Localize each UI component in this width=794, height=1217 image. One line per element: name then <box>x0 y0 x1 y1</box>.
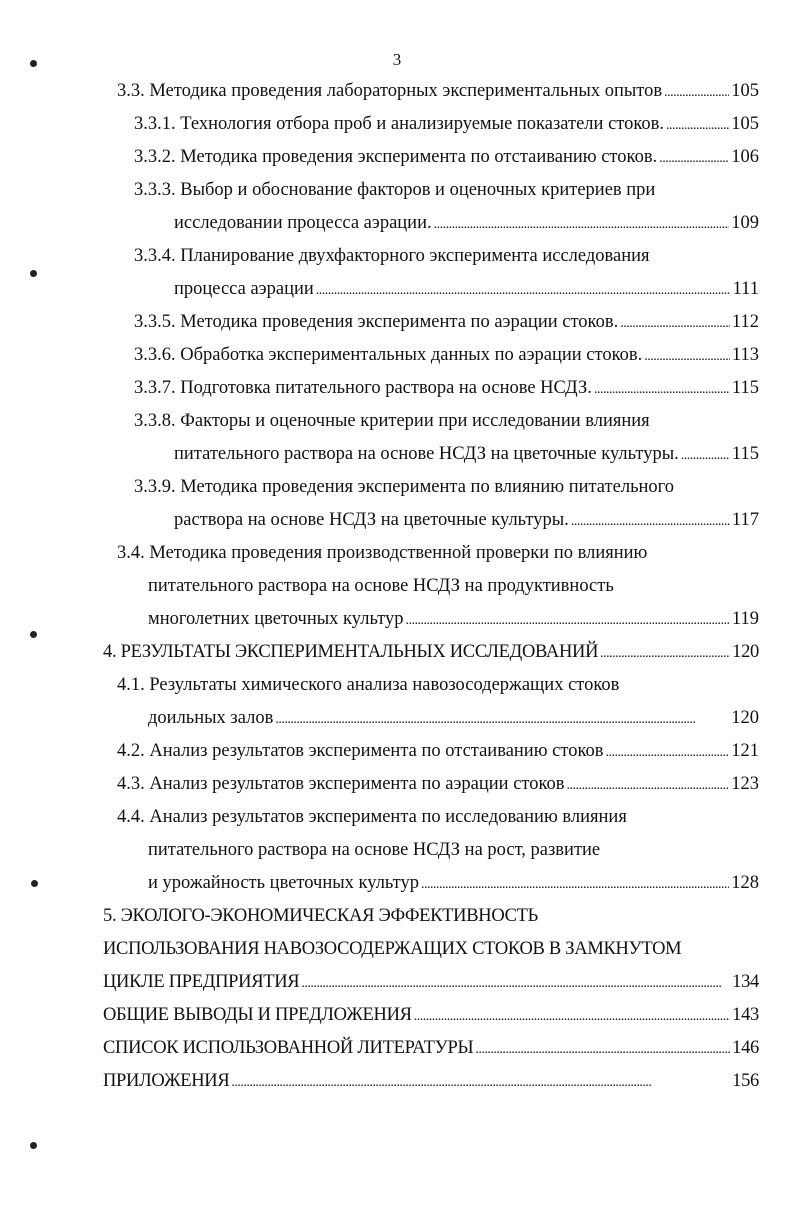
toc-entry <box>134 243 650 269</box>
toc-entry-label: 4.1. Результаты химического анализа навозосодержащих стоков <box>117 675 620 695</box>
dot-leader <box>594 375 730 403</box>
page-number: 3 <box>392 50 402 69</box>
toc-entry-page: 105 <box>731 81 759 101</box>
toc-entry-continuation <box>148 606 759 634</box>
dot-leader <box>666 111 729 139</box>
toc-entry <box>134 177 655 203</box>
toc-entry-continuation <box>174 507 759 535</box>
toc-entry-label: процесса аэрации <box>174 279 314 299</box>
toc-entry <box>117 672 619 698</box>
dot-leader <box>316 276 731 304</box>
toc-entry-label: доильных залов <box>148 708 274 728</box>
toc-entry-page: 143 <box>732 1005 759 1025</box>
toc-entry-continuation <box>148 573 614 599</box>
toc-entry-label: 3.3.7. Подготовка питательного раствора на основе НСДЗ. <box>134 378 592 398</box>
dot-leader <box>571 507 730 535</box>
dot-leader <box>434 210 730 238</box>
dot-leader <box>606 738 730 766</box>
toc-entry <box>134 474 674 500</box>
toc-entry <box>117 804 627 830</box>
toc-entry <box>117 738 759 766</box>
toc-entry-continuation <box>174 276 759 304</box>
dot-leader <box>406 606 730 634</box>
toc-entry-page: 128 <box>731 873 759 893</box>
toc-entry-label: 3.3.3. Выбор и обоснование факторов и оценочных критериев при <box>134 180 656 200</box>
toc-entry <box>134 342 759 370</box>
toc-entry-label: питательного раствора на основе НСДЗ на цветочные культуры. <box>174 444 679 464</box>
toc-entry-page: 113 <box>731 345 759 365</box>
toc-entry-page: 121 <box>731 741 759 761</box>
toc-entry-label: 3.3.2. Методика проведения эксперимента по отстаиванию стоков. <box>134 147 658 167</box>
dot-leader <box>414 1002 730 1030</box>
toc-entry-page: 123 <box>731 774 759 794</box>
toc-entry-label: 3.3.6. Обработка экспериментальных данных по аэрации стоков. <box>134 345 643 365</box>
toc-entry-continuation <box>174 210 759 238</box>
toc-entry-label: 5. ЭКОЛОГО-ЭКОНОМИЧЕСКАЯ ЭФФЕКТИВНОСТЬ <box>103 906 538 926</box>
toc-entry-label: 3.3.4. Планирование двухфакторного эксперимента исследования <box>134 246 650 266</box>
toc-entry-label: исследовании процесса аэрации. <box>174 213 432 233</box>
toc-entry-page: 115 <box>731 444 759 464</box>
toc-entry-label: питательного раствора на основе НСДЗ на рост, развитие <box>148 840 601 860</box>
toc-entry-label: ИСПОЛЬЗОВАНИЯ НАВОЗОСОДЕРЖАЩИХ СТОКОВ В ЗАМКНУТОМ <box>103 939 682 959</box>
toc-entry-page: 106 <box>731 147 759 167</box>
binding-hole-mark <box>30 270 37 277</box>
dot-leader <box>475 1035 730 1063</box>
toc-entry-page: 134 <box>732 972 759 992</box>
toc-entry-page: 109 <box>731 213 759 233</box>
toc-entry-label: 4.2. Анализ результатов эксперимента по отстаиванию стоков <box>117 741 604 761</box>
toc-entry <box>134 144 759 172</box>
toc-entry-page: 105 <box>731 114 759 134</box>
dot-leader <box>567 771 730 799</box>
toc-chapter <box>103 1002 759 1030</box>
toc-entry-label: 4.3. Анализ результатов эксперимента по аэрации стоков <box>117 774 565 794</box>
toc-chapter <box>103 903 538 929</box>
dot-leader <box>620 309 730 337</box>
toc-entry-label: питательного раствора на основе НСДЗ на продуктивность <box>148 576 614 596</box>
toc-entry-label: раствора на основе НСДЗ на цветочные культуры. <box>174 510 569 530</box>
toc-entry-page: 111 <box>732 279 759 299</box>
toc-entry-page: 146 <box>732 1038 759 1058</box>
toc-entry-page: 120 <box>732 642 759 662</box>
toc-entry-label: 4.4. Анализ результатов эксперимента по исследованию влияния <box>117 807 627 827</box>
dot-leader <box>659 144 729 172</box>
toc-chapter-continuation <box>103 969 759 997</box>
dot-leader <box>600 639 730 667</box>
toc-entry-continuation <box>148 870 759 898</box>
toc-entry-continuation <box>174 441 759 469</box>
toc-entry <box>134 408 650 434</box>
toc-entry-label: СПИСОК ИСПОЛЬЗОВАННОЙ ЛИТЕРАТУРЫ <box>103 1038 474 1058</box>
toc-entry-label: 3.3.8. Факторы и оценочные критерии при исследовании влияния <box>134 411 650 431</box>
toc-entry <box>117 771 759 799</box>
binding-hole-mark <box>30 631 37 638</box>
dot-leader <box>644 342 730 370</box>
toc-entry-page: 156 <box>732 1071 759 1091</box>
toc-entry-label: ПРИЛОЖЕНИЯ <box>103 1071 230 1091</box>
toc-chapter-continuation <box>103 936 681 962</box>
toc-entry-page: 119 <box>731 609 759 629</box>
binding-hole-mark <box>30 60 37 67</box>
toc-entry-label: 3.3.1. Технология отбора проб и анализируемые показатели стоков. <box>134 114 665 134</box>
toc-entry-label: ЦИКЛЕ ПРЕДПРИЯТИЯ <box>103 972 300 992</box>
toc-entry-label: 3.3.5. Методика проведения эксперимента по аэрации стоков. <box>134 312 619 332</box>
toc-entry <box>117 540 647 566</box>
toc-chapter <box>103 1035 759 1063</box>
toc-entry-page: 117 <box>731 510 759 530</box>
toc-entry-label: 3.3.9. Методика проведения эксперимента по влиянию питательного <box>134 477 675 497</box>
dot-leader <box>275 705 729 733</box>
toc-entry <box>117 78 759 106</box>
toc-entry-label: и урожайность цветочных культур <box>148 873 420 893</box>
toc-entry-page: 115 <box>731 378 759 398</box>
toc-entry-page: 112 <box>731 312 759 332</box>
dot-leader <box>681 441 730 469</box>
toc-entry-label: многолетних цветочных культур <box>148 609 404 629</box>
binding-hole-mark <box>30 1142 37 1149</box>
toc-chapter <box>103 639 759 667</box>
toc-entry-page: 120 <box>731 708 759 728</box>
toc-chapter <box>103 1068 759 1096</box>
toc-entry <box>134 111 759 139</box>
toc-entry-label: 4. РЕЗУЛЬТАТЫ ЭКСПЕРИМЕНТАЛЬНЫХ ИССЛЕДОВАНИЙ <box>103 642 599 662</box>
dot-leader <box>421 870 729 898</box>
toc-entry-label: 3.3. Методика проведения лабораторных экспериментальных опытов <box>117 81 663 101</box>
toc-entry-continuation <box>148 705 759 733</box>
toc-entry <box>134 375 759 403</box>
toc-entry-continuation <box>148 837 600 863</box>
toc-entry-label: ОБЩИЕ ВЫВОДЫ И ПРЕДЛОЖЕНИЯ <box>103 1005 412 1025</box>
toc-entry <box>134 309 759 337</box>
dot-leader <box>231 1068 730 1096</box>
toc-entry-label: 3.4. Методика проведения производственной проверки по влиянию <box>117 543 648 563</box>
dot-leader <box>664 78 729 106</box>
binding-hole-mark <box>31 880 38 887</box>
dot-leader <box>301 969 730 997</box>
